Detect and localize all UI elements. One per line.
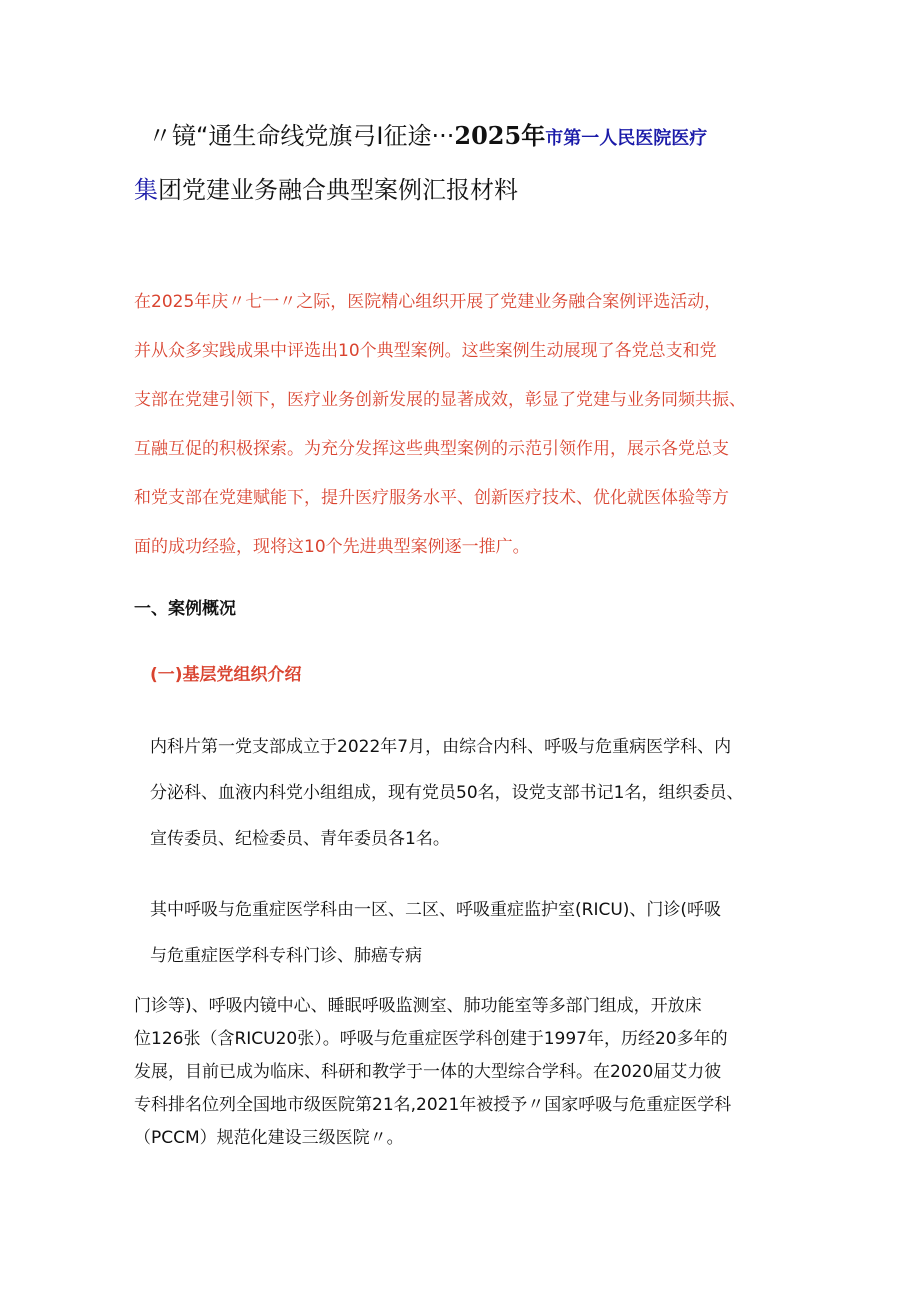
paragraph-line: （PCCM）规范化建设三级医院〃。 (134, 1128, 404, 1148)
paragraph-line: 分泌科、血液内科党小组组成，现有党员50名，设党支部书记1名，组织委员、 (150, 783, 744, 803)
paragraph-line: 内科片第一党支部成立于2022年7月，由综合内科、呼吸与危重病医学科、内 (150, 737, 732, 757)
section-heading-case-overview: 一、案例概况 (134, 599, 236, 619)
paragraph-line: 宣传委员、纪检委员、青年委员各1名。 (150, 829, 450, 849)
intro-line: 并从众多实践成果中评选出10个典型案例。这些案例生动展现了各党总支和党 (134, 341, 717, 361)
paragraph-branch-intro (150, 724, 743, 862)
paragraph-line: 专科排名位列全国地市级医院第21名,2021年被授予〃国家呼吸与危重症医学科 (134, 1095, 732, 1115)
intro-line: 互融互促的积极探索。为充分发挥这些典型案例的示范引领作用，展示各党总支 (134, 439, 729, 459)
intro-paragraph (134, 278, 784, 572)
intro-line: 和党支部在党建赋能下，提升医疗服务水平、创新医疗技术、优化就医体验等方 (134, 488, 729, 508)
paragraph-respiratory-dept (150, 887, 721, 979)
paragraph-line: 位126张（含RICU20张）。呼吸与危重症医学科创建于1997年，历经20多年的 (134, 1029, 728, 1049)
title-hospital: 市第一人民医院医疗 (545, 128, 708, 149)
paragraph-dept-details (134, 990, 731, 1155)
intro-line: 面的成功经验，现将这10个先进典型案例逐一推广。 (134, 537, 530, 557)
paragraph-line: 发展，目前已成为临床、科研和教学于一体的大型综合学科。在2020届艾力彼 (134, 1062, 722, 1082)
paragraph-line: 其中呼吸与危重症医学科由一区、二区、呼吸重症监护室(RICU)、门诊(呼吸 (150, 900, 722, 920)
title-year: 2025年 (454, 121, 546, 150)
intro-line: 在2025年庆〃七一〃之际，医院精心组织开展了党建业务融合案例评选活动， (134, 292, 722, 312)
title-line2-rest: 团党建业务融合典型案例汇报材料 (158, 176, 518, 204)
paragraph-line: 与危重症医学科专科门诊、肺癌专病 (150, 946, 422, 966)
title-line-1 (148, 116, 707, 151)
paragraph-line: 门诊等)、呼吸内镜中心、睡眠呼吸监测室、肺功能室等多部门组成，开放床 (134, 996, 702, 1016)
title-prefix: 〃镜“通生命线党旗弓I征途··· (148, 122, 455, 150)
title-line-2 (134, 170, 518, 205)
intro-line: 支部在党建引领下，医疗业务创新发展的显著成效，彰显了党建与业务同频共振、 (134, 390, 746, 410)
title-line2-blue: 集 (134, 176, 158, 204)
subsection-heading-party-org: (一)基层党组织介绍 (150, 665, 302, 685)
